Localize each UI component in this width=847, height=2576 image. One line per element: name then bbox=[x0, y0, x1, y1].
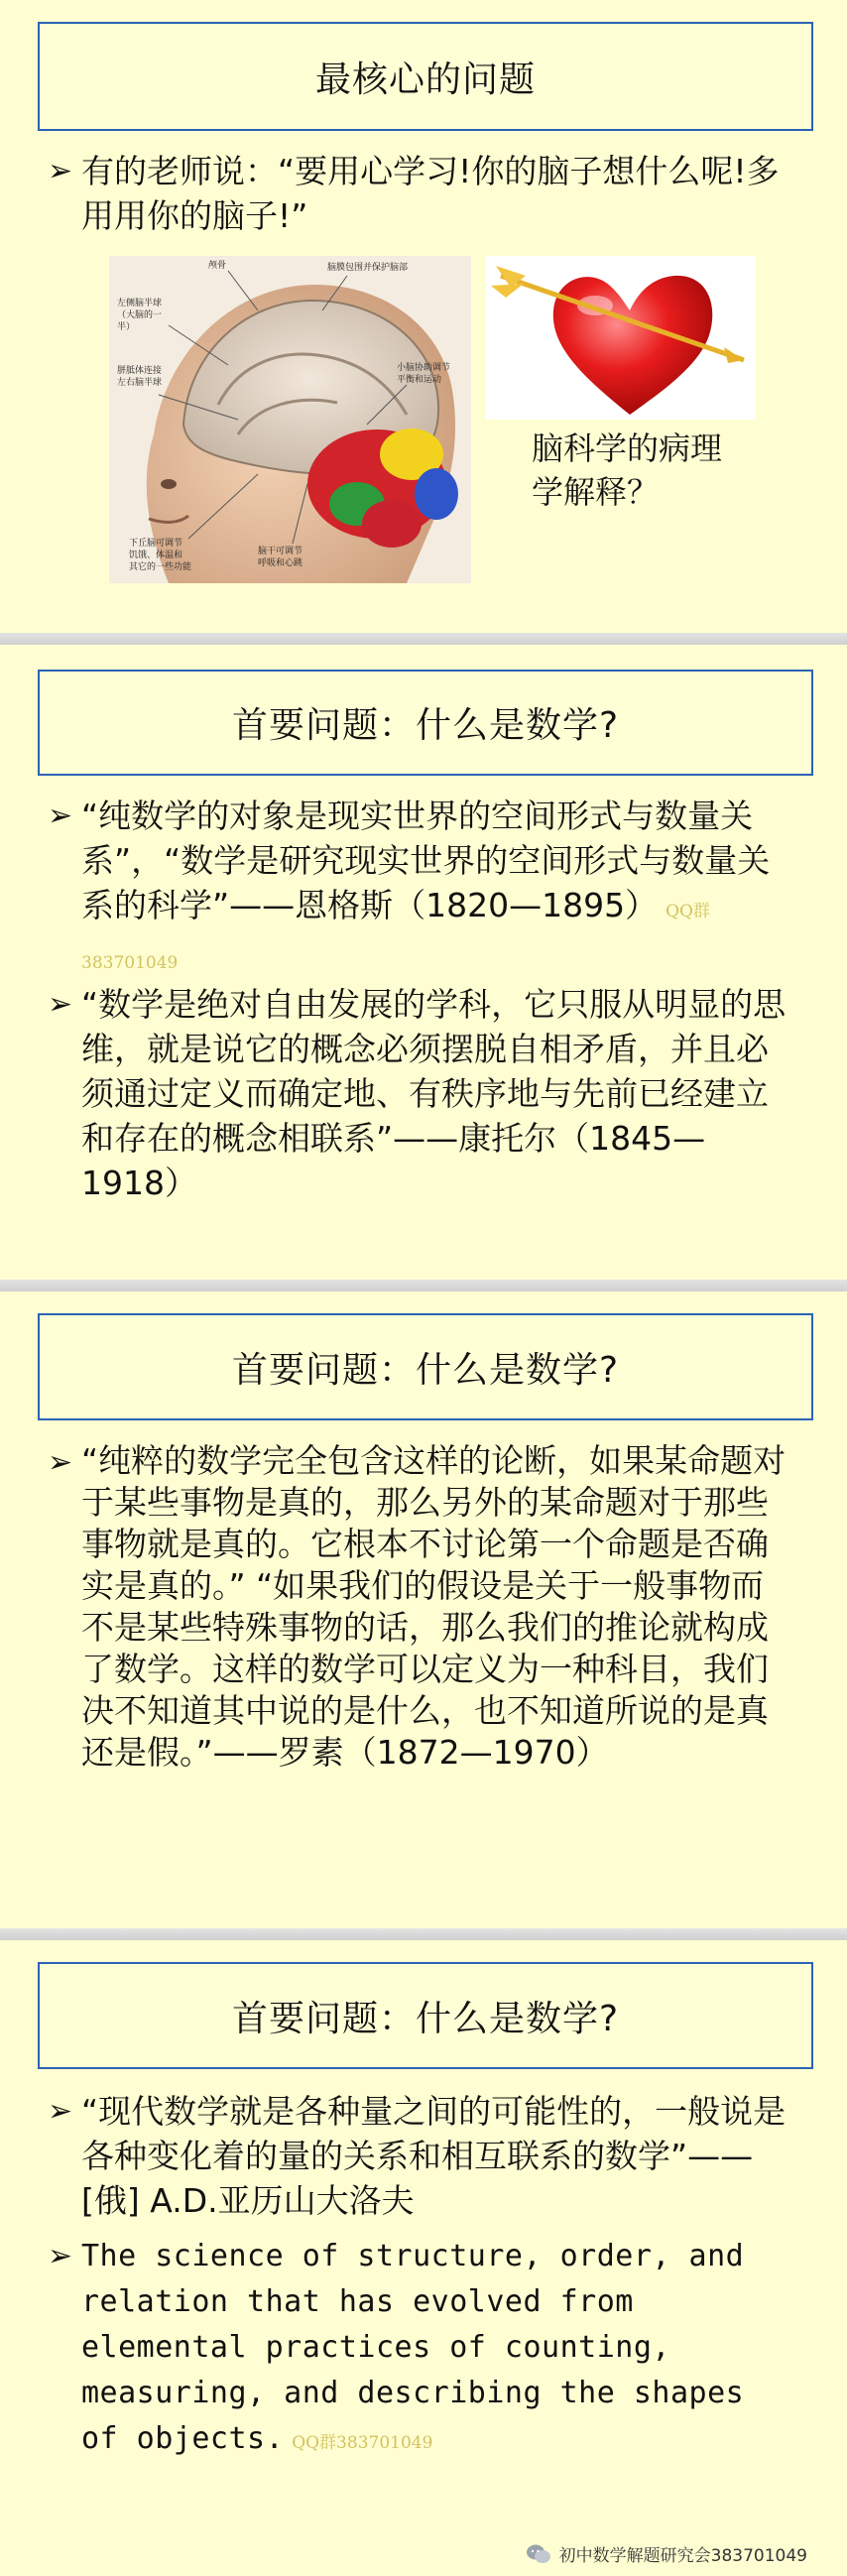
slide-separator bbox=[0, 1280, 847, 1291]
arrow-bullet-icon: ➢ bbox=[48, 1445, 73, 1480]
footer-text: 初中数学解题研究会383701049 bbox=[558, 2546, 807, 2566]
slide-title-text: 最核心的问题 bbox=[314, 59, 536, 100]
slide-title bbox=[38, 1962, 813, 2069]
slide-title-text: 首要问题：什么是数学? bbox=[231, 705, 620, 746]
slide-separator bbox=[0, 633, 847, 645]
brain-label-bottom-mid: 脑干可调节 bbox=[258, 547, 303, 556]
slide-title bbox=[38, 670, 813, 776]
slide-title-text: 首要问题：什么是数学? bbox=[231, 1998, 620, 2039]
arrow-bullet-icon: ➢ bbox=[48, 2239, 73, 2273]
bullet-text bbox=[48, 794, 786, 986]
bullet-text: 有的老师说：“要用心学习!你的脑子想什么呢!多用用你的脑子!” bbox=[81, 152, 780, 235]
slide-separator bbox=[0, 1928, 847, 1940]
heart-illustration bbox=[486, 256, 756, 420]
watermark: QQ群383701049 bbox=[81, 902, 710, 973]
brain-label-left2: 胼胝体连接 bbox=[117, 366, 163, 376]
arrow-bullet-icon: ➢ bbox=[48, 987, 73, 1022]
bullet-text: “纯粹的数学完全包含这样的论断，如果某命题对于某些事物是真的，那么另外的某命题对于那些事物就是真的。它根本不讨论第一个命题是否确实是真的。” “如果我们的假设是关于一般事物而不是某些特殊事物的话，那么我们的推论就构成了数学。这样的数学可以定义为一种科目，我们决不知道其中说的是什么，也不知道所说的是真还是假。”——罗素（1872—1970） bbox=[81, 1441, 786, 1772]
arrow-bullet-icon: ➢ bbox=[48, 2094, 73, 2129]
slide-title bbox=[38, 22, 813, 131]
svg-text:半）: 半） bbox=[117, 322, 136, 332]
bullet-item bbox=[48, 982, 786, 1205]
footer-account bbox=[526, 2541, 807, 2566]
bullet-item bbox=[48, 794, 786, 986]
brain-label-top: 颅骨 bbox=[208, 261, 227, 271]
bullet-item bbox=[48, 2234, 786, 2466]
wechat-icon bbox=[526, 2543, 551, 2565]
bullet-text: “数学是绝对自由发展的学科，它只服从明显的思维，就是说它的概念必须摆脱自相矛盾，并且必须通过定义而确定地、有秩序地与先前已经建立和存在的概念相联系”——康托尔（1845—1918） bbox=[81, 985, 786, 1202]
slide-3 bbox=[0, 1291, 847, 1928]
svg-text:（大脑的一: （大脑的一 bbox=[117, 310, 163, 320]
arrow-bullet-icon: ➢ bbox=[48, 798, 73, 833]
arrow-bullet-icon: ➢ bbox=[48, 154, 73, 188]
brain-illustration bbox=[109, 256, 471, 583]
bullet-text-content: The science of structure, order, and relation that has evolved from elemental practices of counting, measuring, and describing the shapes of objects. bbox=[81, 2239, 745, 2456]
svg-text:左右脑半球: 左右脑半球 bbox=[117, 378, 163, 388]
bullet-item bbox=[48, 1440, 786, 1774]
svg-text:平衡和运动: 平衡和运动 bbox=[397, 375, 442, 385]
slide-title bbox=[38, 1313, 813, 1420]
brain-label-left1: 左侧脑半球 bbox=[117, 299, 163, 308]
heart-caption: 脑科学的病理学解释？ bbox=[532, 429, 723, 511]
slide-2 bbox=[0, 645, 847, 1280]
slide-1 bbox=[0, 0, 847, 633]
slide-4 bbox=[0, 1940, 847, 2576]
bullet-item bbox=[48, 149, 786, 238]
svg-text:其它的一些功能: 其它的一些功能 bbox=[129, 562, 192, 572]
brain-label-top-right: 脑膜包围并保护脑部 bbox=[327, 263, 409, 273]
svg-text:饥饿、体温和: 饥饿、体温和 bbox=[129, 551, 183, 560]
watermark: QQ群383701049 bbox=[292, 2433, 433, 2453]
bullet-item bbox=[48, 2089, 786, 2223]
brain-label-right: 小脑协助调节 bbox=[397, 363, 451, 373]
bullet-text-content: “纯数学的对象是现实世界的空间形式与数量关系”，“数学是研究现实世界的空间形式与数量关系的科学”——恩格斯（1820—1895） bbox=[81, 797, 771, 924]
brain-label-bottom-left: 下丘脑可调节 bbox=[129, 539, 183, 549]
bullet-text: “现代数学就是各种量之间的可能性的，一般说是各种变化着的量的关系和相互联系的数学”——[俄] A.D.亚历山大洛夫 bbox=[81, 2092, 786, 2220]
brain-diagram bbox=[109, 256, 471, 583]
bullet-text bbox=[48, 2234, 786, 2466]
svg-text:呼吸和心跳: 呼吸和心跳 bbox=[258, 558, 303, 568]
heart-arrow-icon bbox=[486, 256, 756, 420]
slide-title-text: 首要问题：什么是数学? bbox=[231, 1349, 620, 1391]
